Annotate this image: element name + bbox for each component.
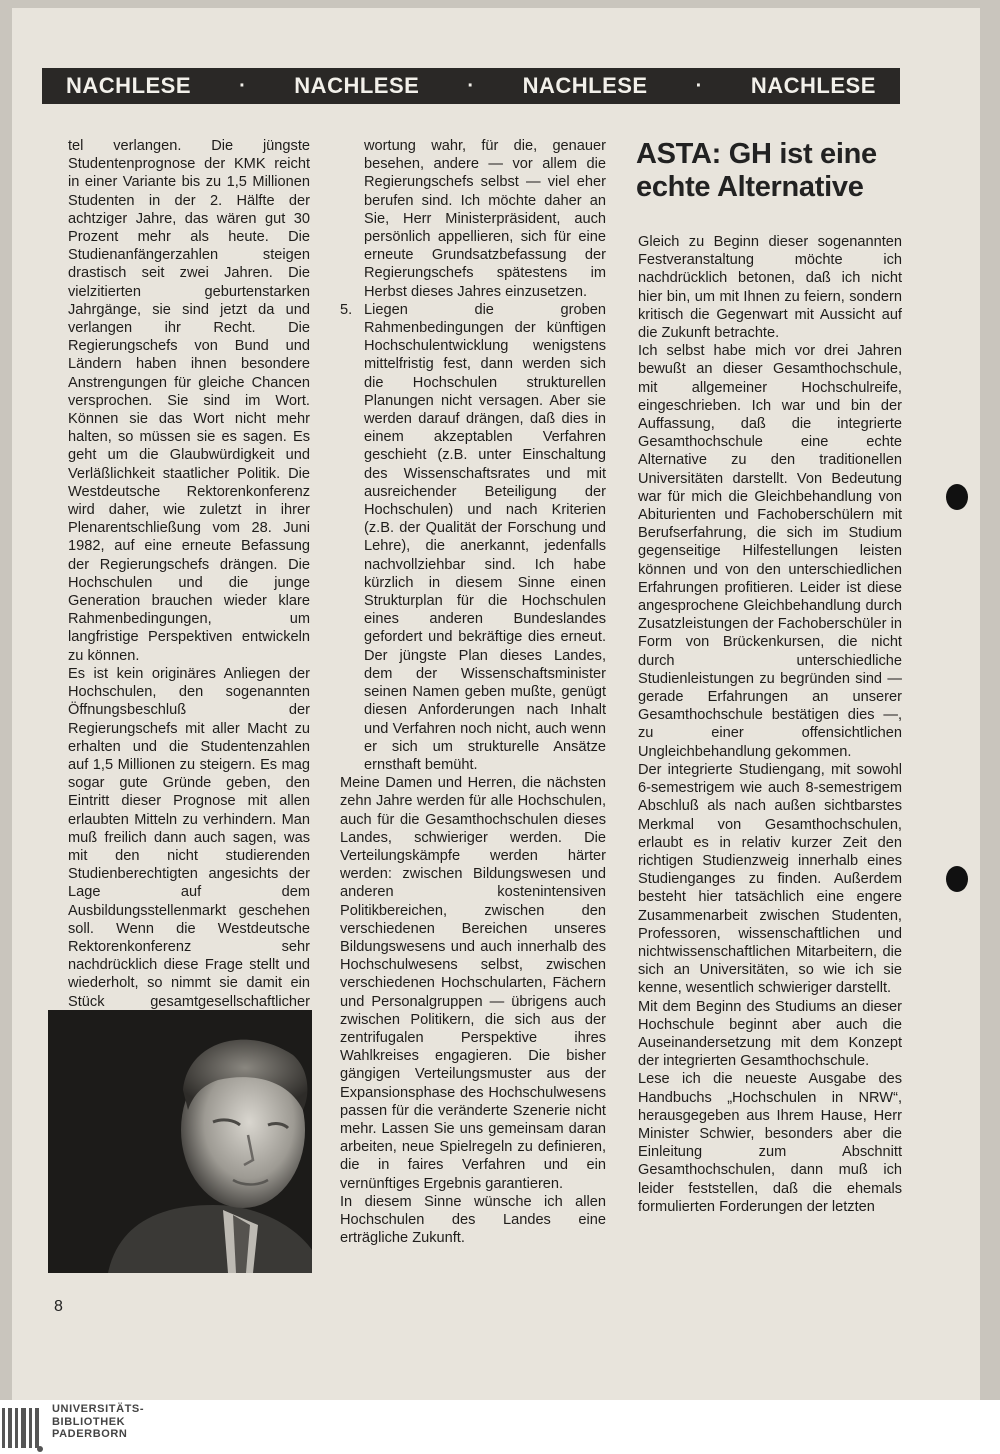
- punch-hole-icon: [946, 866, 968, 892]
- item-number: 5.: [340, 301, 353, 318]
- paragraph: Ich selbst habe mich vor drei Jahren bewußt an dieser Gesamthochschule, mit allgemeiner Hochschulreife, eingeschrieben. Ich war und bin der Auffassung, daß die integrierte Gesamthochschule eine echte Alternative zu den traditionellen Universitäten darstellt. Von Bedeutung war für mich die Gleichbehandlung von Abiturienten und Fachoberschülern mit Berufserfahrung, die sich im Studium gegenseitige Hilfestellungen leisten können und von den unterschiedlichen Erfahrungen profitieren. Leider ist diese angesprochene Gleichbehandlung durch Zusatzleistungen der Fachoberschüler in Form von Brückenkursen, die nicht durch unterschiedliche Studienleistungen zu begründen sind — gerade Erfahrungen an unserer Gesamthochschule bestätigen dies —, zu einer offensichtlichen Ungleichbehandlung gekommen.: [638, 343, 902, 760]
- numbered-item: [340, 301, 606, 774]
- banner-item: NACHLESE: [66, 73, 192, 98]
- article-column-1: [68, 137, 310, 1029]
- article-headline: ASTA: GH ist eine echte Alternative: [636, 138, 877, 203]
- library-logo-text: [52, 1403, 144, 1441]
- banner-item: NACHLESE: [750, 73, 876, 98]
- paragraph: wortung wahr, für die, genauer besehen, andere — vor allem die Regierungschefs selbst — viel eher berufen sind. Ich möchte daher an Sie, Herr Ministerpräsident, auch persönlich appellieren, sich für eine erneute Grundsatzbefassung der Regierungschefs spätestens im Herbst dieses Jahres einzusetzen.: [364, 138, 606, 300]
- paragraph: Der integrierte Studiengang, mit sowohl 6-semestrigem wie auch 8-semestrigem Abschluß als nach außen sichtbarstes Merkmal von Gesamthochschulen, erlaubt es in relativ kurzer Zeit den richtigen Studienzweig innerhalb eines Studienganges zu finden. Außerdem besteht hier tatsächlich eine engere Zusammenarbeit zwischen Studenten, Professoren, wissenschaftlichen und nichtwissenschaftlichen Mitarbeitern, die sich an Universitäten, so wie ich sie kenne, wesentlich schwieriger darstellt.: [638, 761, 902, 997]
- logo-line: UNIVERSITÄTS-: [52, 1403, 145, 1415]
- banner-separator: ·: [695, 74, 703, 97]
- nachlese-banner: [42, 68, 900, 104]
- item-text: Liegen die groben Rahmenbedingungen der künftigen Hochschulentwicklung wenigstens mittelfristig fest, dann werden sich die Hochschulen strukturellen Planungen nicht versagen. Aber sie werden darauf drängen, daß dies in einem akzeptablen Verfahren geschieht (z.B. unter Einschaltung des Wissenschaftsrates und mit ausreichender Beteiligung der Hochschulen) und nach Kriterien (z.B. der Qualität der Forschung und Lehre), die anerkannt, jedenfalls nachvollziehbar sind. Ich habe kürzlich in diesem Sinne einen Strukturplan für die Hochschulen eines anderen Bundeslandes gefordert und bekräftige dies erneut. Der jüngste Plan dieses Landes, dem der Wissenschaftsminister seinen Namen geben mußte, genügt diesen Anforderungen nach Inhalt und Verfahren noch nicht, auch wenn er sich um strukturelle Ansätze ernsthaft bemüht.: [364, 301, 606, 773]
- banner-separator: ·: [239, 74, 247, 97]
- portrait-photo: [48, 1010, 312, 1273]
- punch-hole-icon: [946, 484, 968, 510]
- article-column-2: [340, 137, 606, 1247]
- paragraph: Meine Damen und Herren, die nächsten zehn Jahre werden für alle Hochschulen, auch für die Gesamthochschulen dieses Landes, schwieriger werden. Die Verteilungskämpfe werden härter werden: zwischen Bildungswesen und anderen kostenintensiven Politikbereichen, zwischen den verschiedenen Bereichen unseres Bildungswesens und auch innerhalb des Hochschulwesens selbst, zwischen verschiedenen Hochschularten, Fächern und Personalgruppen — übrigens auch zwischen Politikern, die sich aus der zentrifugalen Perspektive ihres Wahlkreises engagieren. Die bisher gängigen Verteilungsmuster aus der Expansionsphase des Hochschulwesens passen für die veränderte Szenerie nicht mehr. Lassen Sie uns gemeinsam daran arbeiten, neue Spielregeln zu definieren, die in faires Verfahren und ein vernünftiges Ergebnis garantieren.: [340, 775, 606, 1192]
- banner-item: NACHLESE: [294, 73, 420, 98]
- paragraph: Mit dem Beginn des Studiums an dieser Hochschule beginnt aber auch die Auseinandersetzung mit dem Konzept der integrierten Gesamthochschule.: [638, 998, 902, 1070]
- logo-line: PADERBORN: [52, 1428, 128, 1440]
- library-footer: [0, 1400, 1000, 1454]
- page-number: 8: [54, 1298, 63, 1315]
- paragraph: tel verlangen. Die jüngste Studentenprognose der KMK reicht in einer Variante bis zu 1,5 Millionen Studenten in der 2. Hälfte der achtziger Jahre, das wären gut 30 Prozent mehr als heute. Die Studienanfängerzahlen steigen drastisch seit zwei Jahren. Die vielzitierten geburtenstarken Jahrgänge, sie sind jetzt da und verlangen ihr Recht. Die Regierungschefs von Bund und Ländern haben ihnen besondere Anstrengungen für gleiche Chancen versprochen. Sie sind im Wort. Können sie das Wort nicht mehr halten, so müssen sie es sagen. Es geht um die Glaubwürdigkeit und Verläßlichkeit staatlicher Politik. Die Westdeutsche Rektorenkonferenz wird daher, wie zuletzt in ihrer Plenarentschließung vom 28. Juni 1982, auf eine erneute Befassung der Regierungschefs drängen. Die Hochschulen und die junge Generation brauchen wieder klare Rahmenbedingungen, um langfristige Perspektiven entwickeln zu können.: [68, 138, 310, 664]
- paragraph: In diesem Sinne wünsche ich allen Hochschulen des Landes eine erträgliche Zukunft.: [340, 1193, 606, 1247]
- library-logo-icon: [0, 1404, 48, 1454]
- banner-item: NACHLESE: [522, 73, 648, 98]
- banner-separator: ·: [467, 74, 475, 97]
- paragraph: Es ist kein originäres Anliegen der Hochschulen, den sogenannten Öffnungsbeschluß der Regierungschefs mit aller Macht zu erhalten und die Studentenzahlen auf 1,5 Millionen zu steigern. Es mag sogar gute Gründe geben, den Eintritt dieser Prognose mit allen erlaubten Mitteln zu verhindern. Man muß freilich dann auch sagen, was mit den nicht studierenden Studienberechtigten angesichts der Lage auf dem Ausbildungsstellenmarkt geschehen soll. Wenn die Westdeutsche Rektorenkonferenz sehr nachdrücklich diese Frage stellt und wiederholt, so nimmt sie damit ein Stück gesamtgesellschaftlicher: [68, 665, 310, 1010]
- paragraph: Gleich zu Beginn dieser sogenannten Festveranstaltung möchte ich nachdrücklich betonen, daß ich nicht hier bin, um mit Ihnen zu feiern, sondern kritisch die Gegenwart mit Aussicht auf die Zukunft betrachte.: [638, 234, 902, 342]
- article-column-3: [638, 233, 902, 1216]
- logo-line: BIBLIOTHEK: [52, 1415, 126, 1428]
- portrait-figure-icon: [48, 1010, 312, 1273]
- paragraph: Lese ich die neueste Ausgabe des Handbuchs „Hochschulen in NRW“, herausgegeben aus Ihrem Hause, Herr Minister Schwier, besonders aber die Einleitung zum Abschnitt Gesamthochschulen, dann muß ich leider feststellen, daß die ehemals formulierten Forderungen der letzten: [638, 1071, 902, 1215]
